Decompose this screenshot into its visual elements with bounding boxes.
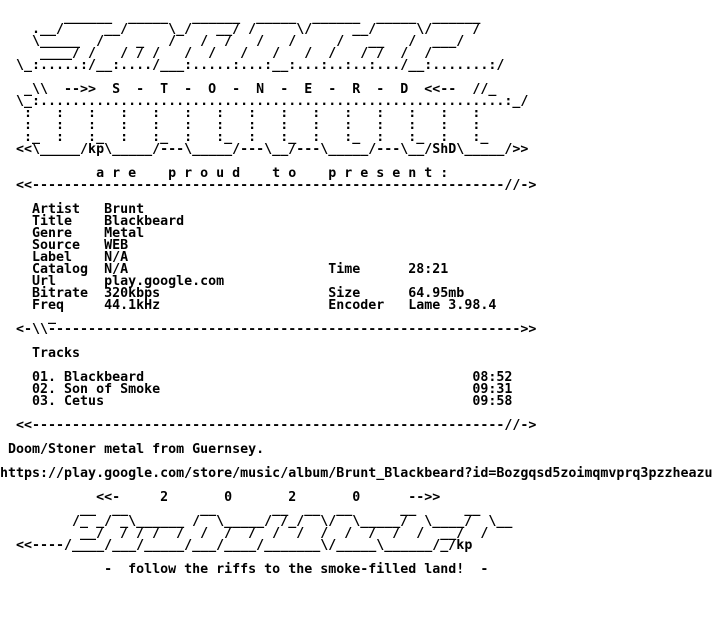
nfo-line [0, 336, 712, 348]
nfo-line: Title Blackbeard [0, 214, 185, 229]
nfo-line: : : : : : : : : : : : : : : : [0, 106, 481, 121]
nfo-document [0, 12, 712, 576]
nfo-line: <<\_____/kp\_____/---\_____/---\__/---\_____/---\__/ShD\_____/>> [0, 142, 529, 157]
nfo-line: a r e p r o u d t o p r e s e n t : [0, 166, 449, 181]
nfo-line: ______ _____ ______ _____ ______ _____ ______ [0, 10, 481, 25]
nfo-line: Genre Metal [0, 226, 145, 241]
nfo-line: Url play.google.com [0, 274, 225, 289]
nfo-line: 03. Cetus 09:58 [0, 394, 513, 409]
nfo-line: Artist Brunt [0, 202, 145, 217]
nfo-line: Label N/A [0, 250, 129, 265]
nfo-line: \_:..........................................................:_/ [0, 94, 529, 109]
nfo-line: __/ / / / / / / / / / / / / / / __/ / [0, 526, 489, 541]
nfo-line: <-\\----------------------------------------------------------->> [0, 322, 537, 337]
nfo-line: <<- 2 0 2 0 -->> [0, 490, 441, 505]
nfo-line: /_ _/ _\______ / \_____/ /_/ \/ \_____/ \____/ \__ [0, 514, 513, 529]
nfo-line: <<----/____/___/_____/___/____/_______\/_____\______/_/kp [0, 538, 473, 553]
nfo-line: Freq 44.1kHz Encoder Lame 3.98.4 [0, 298, 497, 313]
nfo-line: \_____ / _ / / / / / / __ / ___/ [0, 34, 465, 49]
nfo-line: Tracks [0, 346, 81, 361]
nfo-line: __ __ __ __ __ __ __ __ [0, 502, 481, 517]
nfo-line: : : : : : : : : : : : : : : : [0, 118, 481, 133]
nfo-line: 01. Blackbeard 08:52 [0, 370, 513, 385]
nfo-line: .__/ __/ \_/ __/ / \/ __/ \/ / [0, 22, 481, 37]
nfo-line: Source WEB [0, 238, 129, 253]
nfo-line: <<-----------------------------------------------------------//-> [0, 178, 537, 193]
nfo-line: Doom/Stoner metal from Guernsey. [0, 442, 265, 457]
nfo-line: ____/ / / / / / / / / / / / / / / [0, 46, 433, 61]
nfo-line: <<-----------------------------------------------------------//-> [0, 418, 537, 433]
nfo-line[interactable]: https://play.google.com/store/music/album/Brunt_Blackbeard?id=Bozgqsd5zoimqmvprq3pzzheazu [0, 466, 713, 481]
nfo-line: \_:.....:/__:..../___:.....:...:__:...:..:..:.../__:.......:/ [0, 58, 505, 73]
nfo-line: _\\ -->> S - T - O - N - E - R - D <<-- //_ [0, 82, 497, 97]
nfo-line: :_ : :_ : :_ : :_ : :_ : :_ : :_ : :_ [0, 130, 489, 145]
nfo-line: Catalog N/A Time 28:21 [0, 262, 449, 277]
nfo-line: _ [0, 310, 57, 325]
nfo-line: - follow the riffs to the smoke-filled land! - [0, 562, 489, 577]
nfo-line: Bitrate 320kbps Size 64.95mb [0, 286, 465, 301]
nfo-line: 02. Son of Smoke 09:31 [0, 382, 513, 397]
